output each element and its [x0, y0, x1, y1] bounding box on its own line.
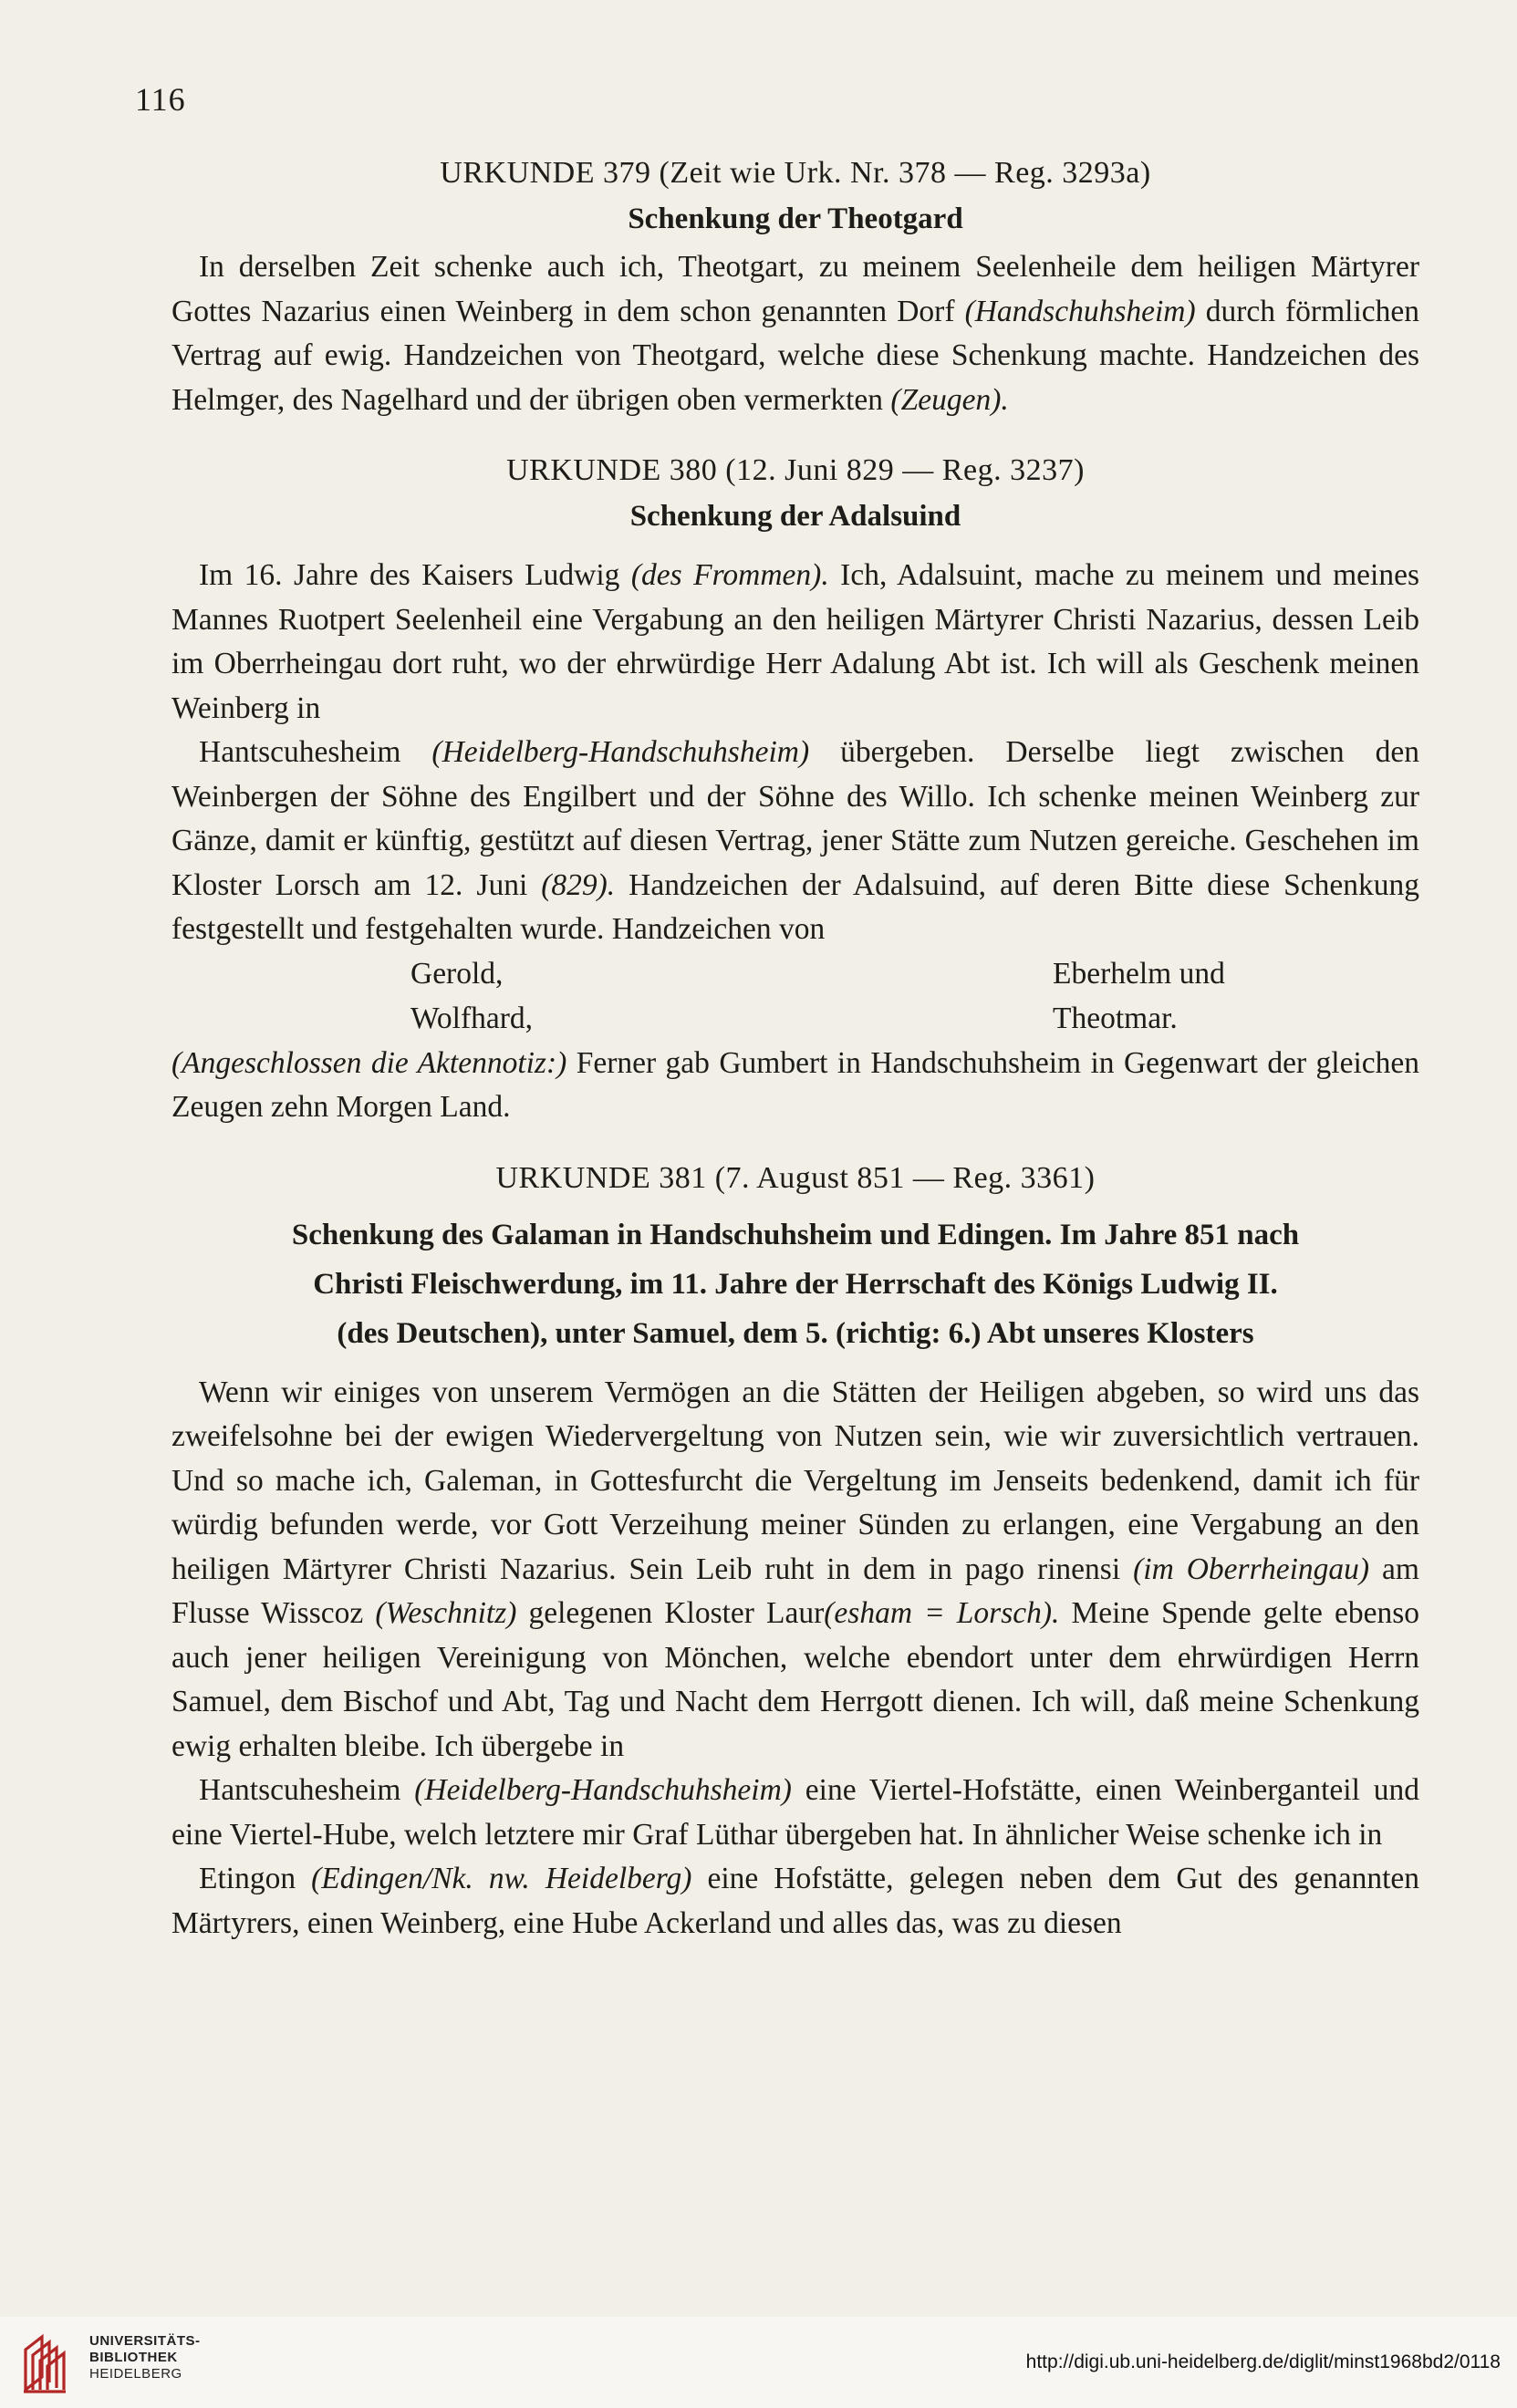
text-span: Im 16. Jahre des Kaisers Ludwig: [199, 558, 631, 592]
paragraph-380-2: [171, 731, 1419, 952]
paragraph-381-3: [171, 1857, 1419, 1946]
editor-note: (829).: [541, 867, 616, 902]
text-span: Ich, Adalsuint, mache zu meinem und meines Mannes Ruotpert Seelenheil eine Vergabung an den heiligen Märtyrer Christi Nazarius, dessen Leib im Oberrheingau dort ruht, wo der ehrwürdige Herr Adalung Abt ist. Ich will als Geschenk meinen Weinberg in: [171, 558, 1419, 725]
text-span: gelegenen Kloster Laur: [516, 1596, 825, 1630]
document-title-381-line: Schenkung des Galaman in Handschuhsheim und Edingen. Im Jahre 851 nach: [291, 1218, 1300, 1251]
text-span: eine Viertel-Hofstätte, einen Weinberganteil und eine Viertel-Hube, welch letztere mir Graf Lüthar übergeben hat. In ähnlicher Weise schenke ich in: [171, 1773, 1419, 1852]
editor-note: (Heidelberg-Handschuhsheim): [431, 735, 810, 769]
text-span: Meine Spende gelte ebenso auch jener heiligen Vereinigung von Mönchen, welche ebendort unter dem ehrwürdigen Herrn Samuel, dem Bischof und Abt, Tag und Nacht dem Herrgott dienen. Ich will, daß meine Schenkung ewig erhalten bleibe. Ich übergebe in: [171, 1596, 1420, 1763]
library-name-line: UNIVERSITÄTS-: [89, 2333, 201, 2349]
editor-note: (Heidelberg-Handschuhsheim): [414, 1773, 792, 1807]
text-span: am Flusse Wisscoz: [171, 1552, 1419, 1630]
text-span: eine Hofstätte, gelegen neben dem Gut des genannten Märtyrers, einen Weinberg, eine Hube Ackerland und alles das, was zu diesen: [171, 1862, 1419, 1940]
page-number: 116: [135, 81, 186, 118]
text-span: Wenn wir einiges von unserem Vermögen an die Stätten der Heiligen abgeben, so wird uns das zweifelsohne bei der ewigen Wiedervergeltung von Nutzen sein, wie wir zuversichtlich vertrauen. Und so mache ich, Galeman, in Gottesfurcht die Vergeltung im Jenseits bedenkend, damit ich für würdig befunden werde, vor Gott Verzeihung meiner Sünden zu erlangen, eine Vergabung an den heiligen Märtyrer Christi Nazarius. Sein Leib ruht in dem in pago rinensi: [171, 1375, 1419, 1586]
page-body: [171, 150, 1419, 1946]
witness-name: Eberhelm und: [1053, 956, 1225, 991]
paragraph-379: [171, 245, 1419, 422]
witness-row: [171, 997, 1419, 1042]
document-title-379: Schenkung der Theotgard: [628, 202, 963, 235]
witness-name: Theotmar.: [1053, 1001, 1178, 1035]
editor-note: (Angeschlossen die Aktennotiz:): [171, 1045, 567, 1080]
document-title-381-line: (des Deutschen), unter Samuel, dem 5. (richtig: 6.) Abt unseres Klosters: [337, 1316, 1254, 1350]
text-span: Etingon: [199, 1862, 312, 1895]
document-heading-381: URKUNDE 381 (7. August 851 — Reg. 3361): [495, 1160, 1096, 1195]
editor-note: (im Oberrheingau): [1133, 1552, 1370, 1586]
text-span: durch förmlichen Vertrag auf ewig. Handzeichen von Theotgard, welche diese Schenkung machte. Handzeichen des Helmger, des Nagelhard und der übrigen oben vermerkten: [171, 294, 1420, 417]
text-span: In derselben Zeit schenke auch ich, Theotgart, zu meinem Seelenheile dem heiligen Märtyrer Gottes Nazarius einen Weinberg in dem schon genannten Dorf: [171, 250, 1419, 328]
paragraph-380-1: [171, 554, 1419, 731]
spacer: [171, 543, 1419, 554]
document-heading-379: URKUNDE 379 (Zeit wie Urk. Nr. 378 — Reg. 3293a): [440, 156, 1151, 190]
spacer: [171, 422, 1419, 448]
witness-name: Wolfhard,: [410, 1001, 534, 1035]
library-name-line: BIBLIOTHEK: [89, 2350, 178, 2365]
text-span: übergeben. Derselbe liegt zwischen den Weinbergen der Söhne des Engilbert und der Söhne des Willo. Ich schenke meinen Weinberg zur Gänze, damit er künftig, gestützt auf diesen Vertrag, jener Stätte zum Nutzen gereiche. Geschehen im Kloster Lorsch am 12. Juni: [171, 735, 1419, 902]
document-title-381-line: Christi Fleischwerdung, im 11. Jahre der Herrschaft des Königs Ludwig II.: [313, 1267, 1278, 1301]
spacer: [171, 1360, 1419, 1371]
paragraph-381-1: [171, 1371, 1419, 1770]
spacer: [171, 1201, 1419, 1212]
text-span: Handzeichen der Adalsuind, auf deren Bitte diese Schenkung festgestellt und festgehalten wurde. Handzeichen von: [171, 867, 1419, 946]
document-heading-380: URKUNDE 380 (12. Juni 829 — Reg. 3237): [506, 453, 1085, 487]
paragraph-380-3: [171, 1042, 1419, 1130]
text-span: Hantscuhesheim: [199, 735, 432, 769]
editor-note: (Weschnitz): [375, 1596, 517, 1630]
document-title-380: Schenkung der Adalsuind: [629, 500, 961, 533]
source-url[interactable]: http://digi.ub.uni-heidelberg.de/diglit/minst1968bd2/0118: [1025, 2351, 1501, 2372]
witness-name: Gerold,: [410, 956, 504, 991]
editor-note: (des Frommen).: [630, 558, 829, 592]
text-span: Hantscuhesheim: [199, 1773, 415, 1807]
text-span: Ferner gab Gumbert in Handschuhsheim in Gegenwart der gleichen Zeugen zehn Morgen Land.: [171, 1045, 1420, 1124]
editor-note: (Edingen/Nk. nw. Heidelberg): [311, 1862, 692, 1895]
library-logo-icon: [20, 2330, 80, 2395]
witness-row: [171, 952, 1419, 997]
editor-note: (esham = Lorsch).: [824, 1596, 1060, 1630]
footer-bar: [0, 2317, 1517, 2408]
library-name-line: HEIDELBERG: [89, 2366, 182, 2382]
paragraph-381-2: [171, 1769, 1419, 1857]
library-name: [89, 2333, 201, 2382]
editor-note: (Handschuhsheim): [964, 294, 1196, 328]
spacer: [171, 1130, 1419, 1156]
editor-note: (Zeugen).: [890, 382, 1009, 417]
